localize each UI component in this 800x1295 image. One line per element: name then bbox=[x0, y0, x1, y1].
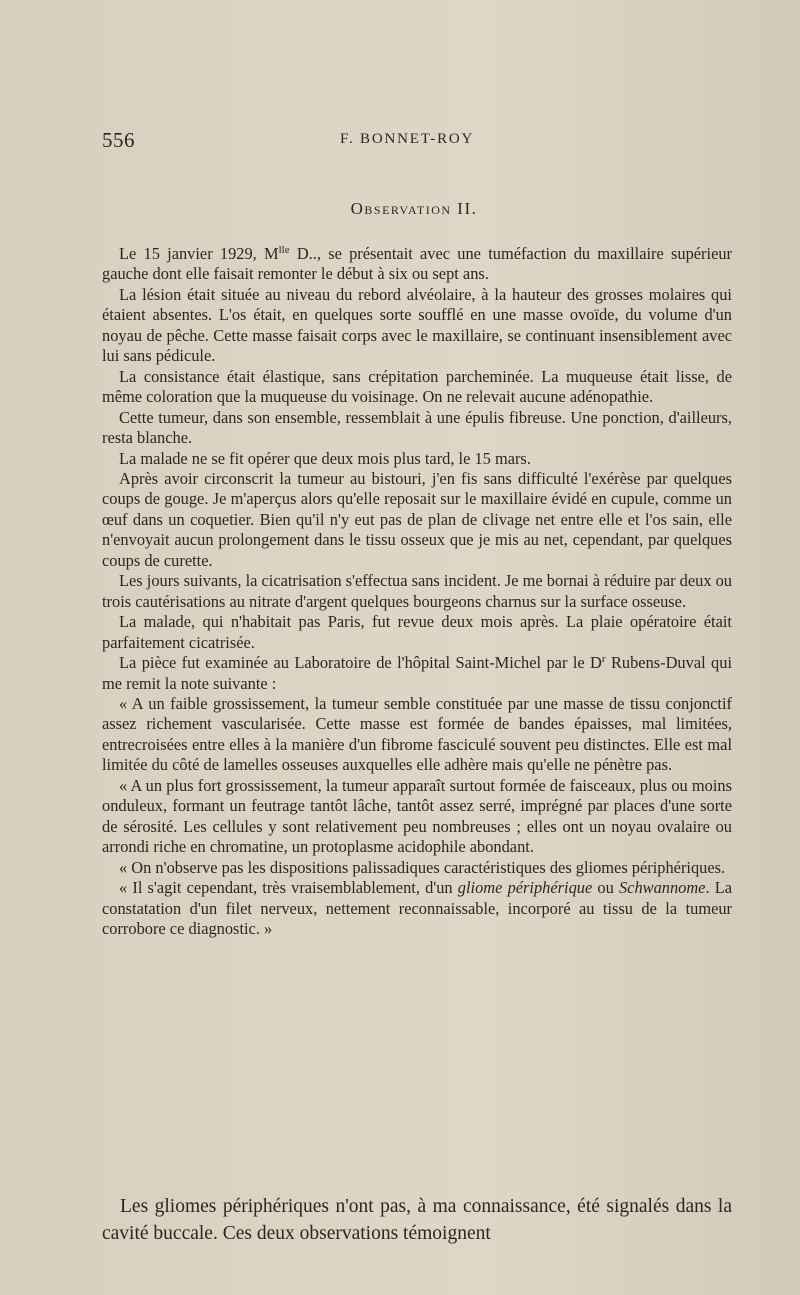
page-number: 556 bbox=[102, 128, 135, 152]
observation-body bbox=[102, 244, 732, 939]
paragraph: Les gliomes périphériques n'ont pas, à ma connaissance, été signalés dans la cavité buccale. Ces deux observations témoignent bbox=[102, 1196, 732, 1244]
quoted-paragraph: « A un faible grossissement, la tumeur semble constituée par une masse de tissu conjonctif assez richement vascularisée. Cette masse est formée de bandes épaisses, mal limitées, entrecroisées entre elles à la manière d'un fibrome fasciculé souvent peu distinctes. Elle est mal limitée du côté de lamelles osseuses auxquelles elle adhère mais qu'elle ne pénètre pas. bbox=[102, 693, 732, 775]
paragraph: Le 15 janvier 1929, $M^{lle}$ D.., se présentait avec une tuméfaction du maxillaire supérieur gauche dont elle faisait remonter le début à six ou sept ans. bbox=[102, 244, 732, 284]
paragraph: La consistance était élastique, sans crépitation parcheminée. La muqueuse était lisse, de même coloration que la muqueuse du voisinage. On ne relevait aucune adénopathie. bbox=[102, 366, 732, 407]
paragraph: Après avoir circonscrit la tumeur au bistouri, j'en fis sans difficulté l'exérèse par quelques coups de gouge. Je m'aperçus alors qu'elle reposait sur le maxillaire évidé en cupule, comme un œuf dans un coquetier. Bien qu'il n'y eut pas de plan de clivage net entre elle et l'os sain, elle n'envoyait aucun prolongement dans le tissu osseux que je mis au net, cependant, par quelques coups de curette. bbox=[102, 468, 732, 570]
paragraph: La lésion était située au niveau du rebord alvéolaire, à la hauteur des grosses molaires qui étaient absentes. L'os était, en quelques sorte soufflé en une masse ovoïde, du volume d'un noyau de pêche. Cette masse faisait corps avec le maxillaire, se continuant insensiblement avec lui sans pédicule. bbox=[102, 284, 732, 366]
paragraph: La malade, qui n'habitait pas Paris, fut revue deux mois après. La plaie opératoire était parfaitement cicatrisée. bbox=[102, 612, 732, 652]
quoted-paragraph: « On n'observe pas les dispositions palissadiques caractéristiques des gliomes périphériques. bbox=[119, 857, 726, 877]
quoted-paragraph: « Il s'agit cependant, très vraisemblablement, d'un gliome périphérique ou Schwannome. La constatation d'un filet nerveux, nettement reconnaissable, incorporé au tissu de la tumeur corrobore ce diagnostic. » bbox=[102, 878, 733, 938]
page-header bbox=[102, 128, 732, 152]
closing-text bbox=[102, 1193, 732, 1247]
paragraph: La malade ne se fit opérer que deux mois plus tard, le 15 mars. bbox=[119, 448, 531, 468]
running-head: F. BONNET-ROY bbox=[340, 131, 475, 147]
quoted-paragraph: « A un plus fort grossissement, la tumeur apparaît surtout formée de faisceaux, plus ou moins onduleux, formant un feutrage tantôt lâche, tantôt assez serré, imprégné par places d'une sorte de sérosité. Les cellules y sont relativement peu nombreuses ; elles ont un noyau ovalaire ou arrondi riche en chromatine, un protoplasme acidophile abondant. bbox=[102, 775, 732, 857]
paragraph: Les jours suivants, la cicatrisation s'effectua sans incident. Je me bornai à réduire par deux ou trois cautérisations au nitrate d'argent quelques bourgeons charnus sur la surface osseuse. bbox=[102, 571, 732, 611]
paragraph: La pièce fut examinée au Laboratoire de l'hôpital Saint-Michel par le $D^r$ Rubens-Duval qui me remit la note suivante : bbox=[102, 653, 732, 693]
observation-title: Observation II. bbox=[350, 199, 478, 218]
paragraph: Cette tumeur, dans son ensemble, ressemblait à une épulis fibreuse. Une ponction, d'ailleurs, resta blanche. bbox=[102, 407, 732, 448]
